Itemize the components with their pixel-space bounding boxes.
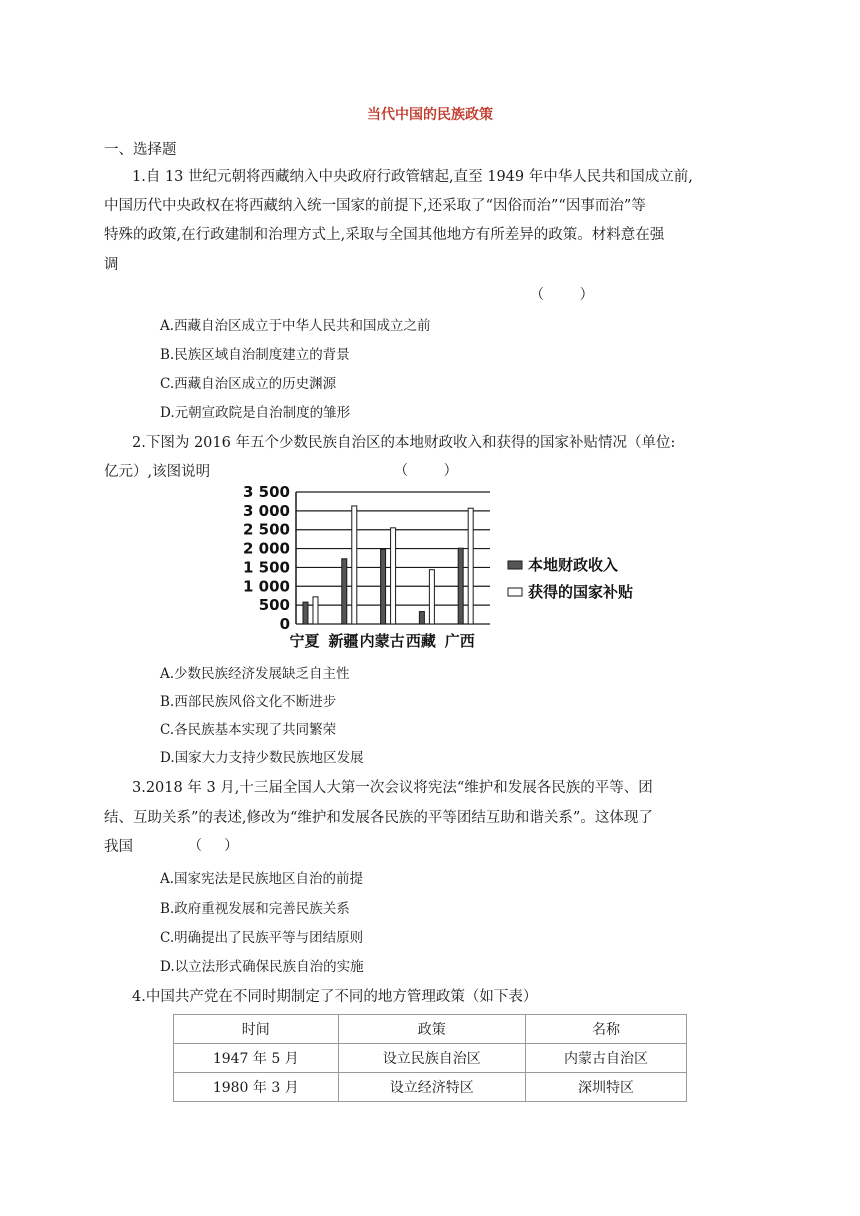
legend-label: 本地财政收入	[528, 556, 619, 574]
bar-chart	[240, 482, 660, 654]
y-tick-label: 3 500	[243, 483, 290, 501]
question-3-answer-blank: （ ）	[188, 838, 239, 854]
question-2-option-b: B.西部民族风俗文化不断进步	[160, 694, 337, 710]
question-2-option-a: A.少数民族经济发展缺乏自主性	[160, 666, 350, 682]
table-header-cell: 名称	[526, 1015, 687, 1044]
question-3-option-c: C.明确提出了民族平等与团结原则	[160, 930, 364, 946]
question-2-option-d: D.国家大力支持少数民族地区发展	[160, 750, 364, 766]
question-3-line-1: 3.2018 年 3 月,十三届全国人大第一次会议将宪法“维护和发展各民族的平等、团	[132, 780, 653, 796]
bar-local-revenue	[303, 602, 308, 624]
legend-swatch	[508, 561, 522, 569]
y-tick-label: 500	[258, 596, 290, 615]
table-header-cell: 时间	[174, 1015, 339, 1044]
table-row	[174, 1044, 687, 1073]
bar-national-subsidy	[429, 570, 434, 624]
legend-swatch	[508, 588, 522, 596]
bar-national-subsidy	[468, 508, 473, 624]
question-1-option-d: D.元朝宣政院是自治制度的雏形	[160, 405, 351, 421]
bar-local-revenue	[458, 548, 463, 624]
question-2-line-2: 亿元）,该图说明	[104, 464, 211, 480]
question-2-line-1: 2.下图为 2016 年五个少数民族自治区的本地财政收入和获得的国家补贴情况（单位:	[132, 435, 676, 451]
x-tick-label: 西藏	[405, 632, 436, 650]
x-tick-label: 新疆	[328, 632, 359, 650]
y-tick-label: 1 000	[243, 577, 290, 596]
question-2-option-c: C.各民族基本实现了共同繁荣	[160, 722, 337, 738]
question-1-answer-blank: （ ）	[530, 287, 594, 303]
table-row	[174, 1073, 687, 1102]
y-tick-label: 2 000	[243, 539, 290, 558]
table-cell: 1980 年 3 月	[174, 1073, 339, 1102]
x-tick-label: 内蒙古	[359, 632, 405, 650]
table-cell: 设立民族自治区	[338, 1044, 525, 1073]
x-tick-label: 广西	[444, 632, 475, 650]
question-1-option-c: C.西藏自治区成立的历史渊源	[160, 376, 337, 392]
y-tick-label: 1 500	[243, 558, 290, 577]
table-header-cell: 政策	[338, 1015, 525, 1044]
page-title: 当代中国的民族政策	[367, 107, 493, 123]
question-2-answer-blank: （ ）	[394, 463, 458, 479]
question-1-option-a: A.西藏自治区成立于中华人民共和国成立之前	[160, 318, 431, 334]
question-3-option-d: D.以立法形式确保民族自治的实施	[160, 959, 364, 975]
bar-local-revenue	[381, 549, 386, 624]
question-1-line-1: 1.自 13 世纪元朝将西藏纳入中央政府行政管辖起,直至 1949 年中华人民共和国成立前,	[132, 169, 693, 185]
question-1-line-2: 中国历代中央政权在将西藏纳入统一国家的前提下,还采取了“因俗而治”“因事而治”等	[104, 198, 646, 214]
bar-national-subsidy	[352, 506, 357, 624]
x-tick-label: 宁夏	[289, 632, 320, 650]
question-3-option-a: A.国家宪法是民族地区自治的前提	[160, 871, 364, 887]
y-tick-label: 0	[279, 615, 290, 633]
y-tick-label: 3 000	[243, 501, 290, 520]
policy-table	[173, 1014, 687, 1102]
y-tick-label: 2 500	[243, 520, 290, 539]
question-1-option-b: B.民族区域自治制度建立的背景	[160, 347, 350, 363]
section-heading: 一、选择题	[104, 142, 177, 158]
question-1-line-3: 特殊的政策,在行政建制和治理方式上,采取与全国其他地方有所差异的政策。材料意在强	[104, 227, 665, 243]
table-cell: 内蒙古自治区	[526, 1044, 687, 1073]
table-cell: 深圳特区	[526, 1073, 687, 1102]
question-3-option-b: B.政府重视发展和完善民族关系	[160, 901, 350, 917]
bar-local-revenue	[419, 612, 424, 624]
bar-local-revenue	[342, 559, 347, 624]
question-3-line-2: 结、互助关系”的表述,修改为“维护和发展各民族的平等团结互助和谐关系”。这体现了	[104, 810, 653, 826]
question-4-line-1: 4.中国共产党在不同时期制定了不同的地方管理政策（如下表）	[132, 989, 538, 1005]
bar-national-subsidy	[313, 597, 318, 624]
question-3-line-3: 我国	[104, 839, 133, 855]
bar-national-subsidy	[391, 528, 396, 624]
table-header-row	[174, 1015, 687, 1044]
table-cell: 设立经济特区	[338, 1073, 525, 1102]
table-cell: 1947 年 5 月	[174, 1044, 339, 1073]
question-1-line-4: 调	[104, 257, 119, 273]
legend-label: 获得的国家补贴	[528, 583, 634, 601]
